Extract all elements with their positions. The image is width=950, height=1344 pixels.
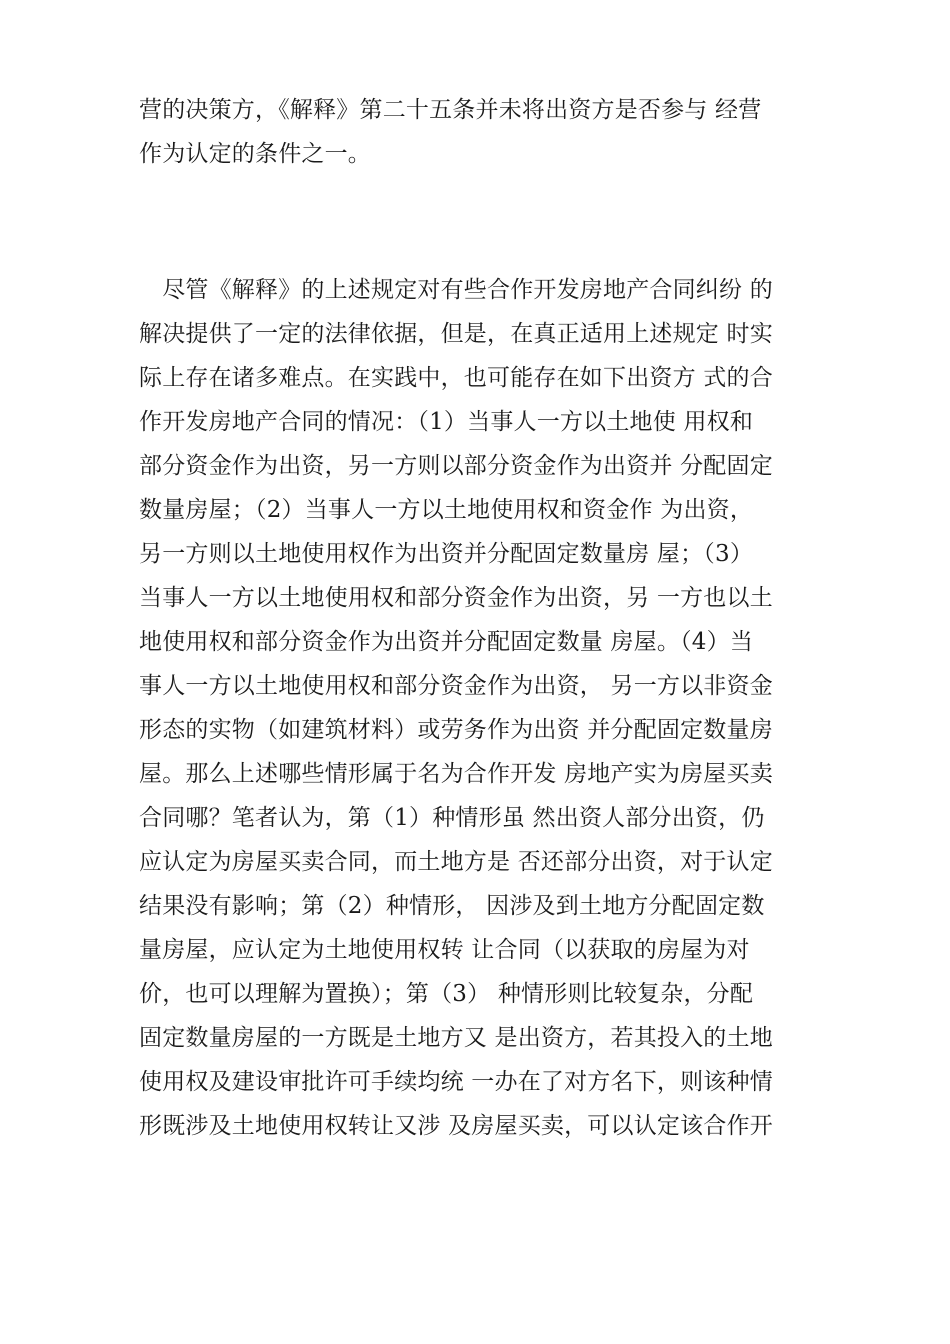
paragraph-2: [139, 268, 819, 1148]
text-line: 价，也可以理解为置换）；第（3） 种情形则比较复杂，分配: [139, 981, 754, 1007]
text-line: 数量房屋；（2）当事人一方以土地使用权和资金作 为出资，: [139, 497, 754, 523]
text-line: 屋。那么上述哪些情形属于名为合作开发 房地产实为房屋买卖: [139, 761, 773, 787]
text-line: 际上存在诸多难点。在实践中，也可能存在如下出资方 式的合: [139, 365, 773, 391]
text-line: 形态的实物（如建筑材料）或劳务作为出资 并分配固定数量房: [139, 717, 773, 743]
text-line: 作为认定的条件之一。: [139, 141, 371, 167]
text-line: 另一方则以土地使用权作为出资并分配固定数量房 屋；（3）: [139, 541, 754, 567]
text-line: 固定数量房屋的一方既是土地方又 是出资方，若其投入的土地: [139, 1025, 773, 1051]
text-line: 应认定为房屋买卖合同，而土地方是 否还部分出资，对于认定: [139, 849, 773, 875]
text-line: 解决提供了一定的法律依据，但是，在真正适用上述规定 时实: [139, 321, 773, 347]
paragraph-1: [139, 88, 819, 176]
text-line: 量房屋，应认定为土地使用权转 让合同（以获取的房屋为对: [139, 937, 750, 963]
text-line: 结果没有影响；第（2）种情形， 因涉及到土地方分配固定数: [139, 893, 765, 919]
text-line: 尽管《解释》的上述规定对有些合作开发房地产合同纠纷 的: [139, 277, 773, 303]
text-line: 合同哪？笔者认为，第（1）种情形虽 然出资人部分出资，仍: [139, 805, 765, 831]
text-line: 使用权及建设审批许可手续均统 一办在了对方名下，则该种情: [139, 1069, 773, 1095]
text-line: 形既涉及土地使用权转让又涉 及房屋买卖，可以认定该合作开: [139, 1113, 773, 1139]
text-line: 营的决策方，《解释》第二十五条并未将出资方是否参与 经营: [139, 97, 762, 123]
text-line: 作开发房地产合同的情况：（1）当事人一方以土地使 用权和: [139, 409, 754, 435]
text-line: 事人一方以土地使用权和部分资金作为出资， 另一方以非资金: [139, 673, 773, 699]
text-line: 地使用权和部分资金作为出资并分配固定数量 房屋。（4）当: [139, 629, 754, 655]
text-line: 当事人一方以土地使用权和部分资金作为出资，另 一方也以土: [139, 585, 773, 611]
text-line: 部分资金作为出资，另一方则以部分资金作为出资并 分配固定: [139, 453, 773, 479]
